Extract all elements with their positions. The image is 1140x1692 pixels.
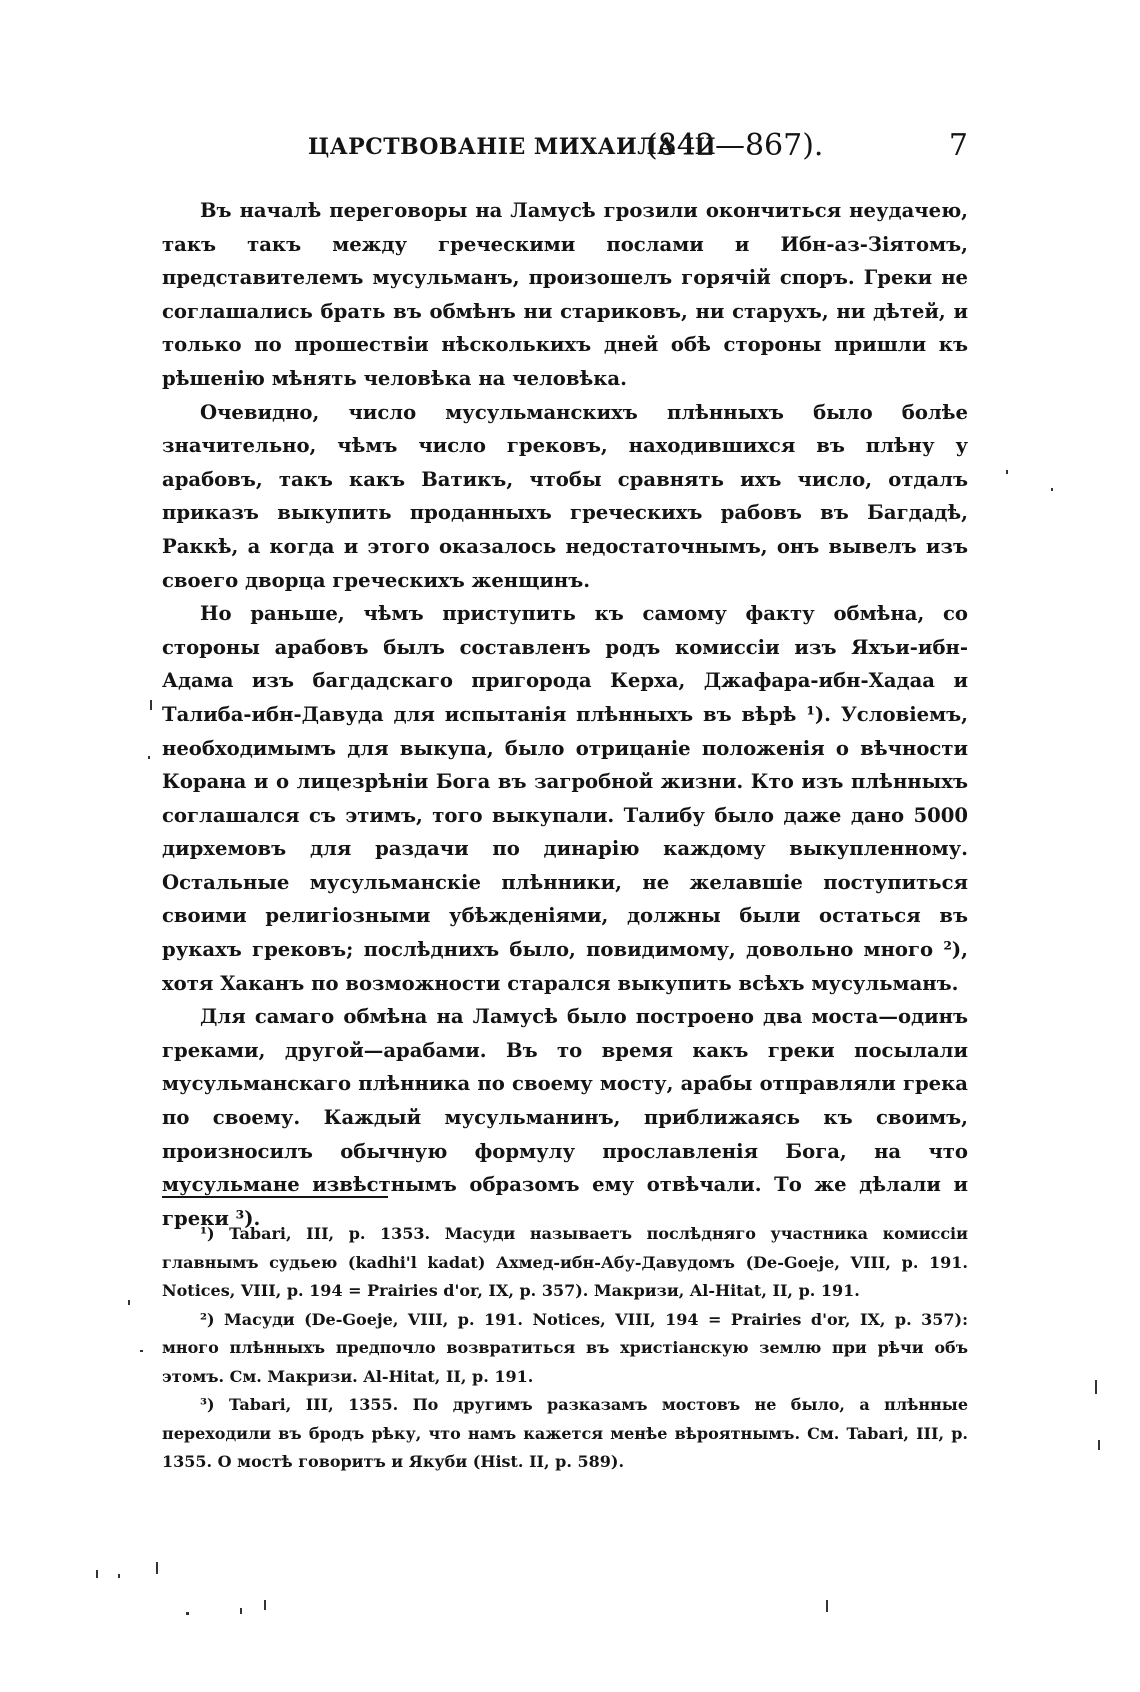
reign-years: (842—867). — [646, 128, 824, 163]
footnote: ³) Tabari, III, 1355. По другимъ разказамъ мостовъ не было, а плѣнные переходили въ бродъ рѣку, что намъ кажется менѣе вѣроятнымъ. См. Tabari, III, p. 1355. О мостѣ говоритъ и Якуби (Hist. II, p. 589). — [162, 1395, 968, 1471]
running-title: ЦАРСТВОВАНІЕ МИХАИЛА III — [308, 134, 717, 160]
footnotes — [162, 1220, 968, 1477]
footnote: ¹) Tabari, III, p. 1353. Масуди называетъ послѣдняго участника комиссіи главнымъ судьею (kadhi'l kadat) Ахмед-ибн-Абу-Давудомъ (De-Goeje, VIII, p. 191. Notices, VIII, p. 194 = Prairies d'or, IX, p. 357). Макризи, Al-Hitat, II, p. 191. — [162, 1224, 968, 1300]
running-header — [308, 128, 968, 168]
paragraph: Но раньше, чѣмъ приступить къ самому факту обмѣна, со стороны арабовъ былъ составленъ родъ комиссіи изъ Яхъи-ибн-Адама изъ багдадскаго пригорода Керха, Джафара-ибн-Хадаа и Талиба-ибн-Давуда для испытанія плѣнныхъ въ вѣрѣ ¹). Условіемъ, необходимымъ для выкупа, было отрицаніе положенія о вѣчности Корана и о лицезрѣніи Бога въ загробной жизни. Кто изъ плѣнныхъ соглашался съ этимъ, того выкупали. Талибу было даже дано 5000 дирхемовъ для раздачи по динарію каждому выкупленному. Остальные мусульманскіе плѣнники, не желавшіе поступиться своими религіозными убѣжденіями, должны были остаться въ рукахъ грековъ; послѣднихъ было, повидимому, довольно много ²), хотя Хаканъ по возможности старался выкупить всѣхъ мусульманъ. — [162, 602, 968, 995]
footnote-separator — [162, 1196, 388, 1198]
main-text — [162, 194, 968, 1235]
paragraph: Очевидно, число мусульманскихъ плѣнныхъ было болѣе значительно, чѣмъ число грековъ, находившихся въ плѣну у арабовъ, такъ какъ Ватикъ, чтобы сравнять ихъ число, отдалъ приказъ выкупить проданныхъ греческихъ рабовъ въ Багдадѣ, Раккѣ, а когда и этого оказалось недостаточнымъ, онъ вывелъ изъ своего дворца греческихъ женщинъ. — [162, 400, 968, 592]
paragraph: Въ началѣ переговоры на Ламусѣ грозили окончиться неудачею, такъ такъ между греческими послами и Ибн-аз-Зіятомъ, представителемъ мусульманъ, произошелъ горячій споръ. Греки не соглашались брать въ обмѣнъ ни стариковъ, ни старухъ, ни дѣтей, и только по прошествіи нѣсколькихъ дней обѣ стороны пришли къ рѣшенію мѣнять человѣка на человѣка. — [162, 199, 968, 390]
footnote: ²) Масуди (De-Goeje, VIII, p. 191. Notices, VIII, 194 = Prairies d'or, IX, p. 357): много плѣнныхъ предпочло возвратиться въ христіанскую землю при рѣчи объ этомъ. См. Макризи. Al-Hitat, II, p. 191. — [162, 1309, 968, 1386]
page-number: 7 — [948, 128, 968, 163]
paragraph: Для самаго обмѣна на Ламусѣ было построено два моста—одинъ греками, другой—арабами. Въ то время какъ греки посылали мусульманскаго плѣнника по своему мосту, арабы отправляли грека по своему. Каждый мусульманинъ, приближаясь къ своимъ, произносилъ обычную формулу прославленія Бога, на что мусульмане извѣстнымъ образомъ ему отвѣчали. То же дѣлали и греки ³). — [162, 1005, 968, 1230]
